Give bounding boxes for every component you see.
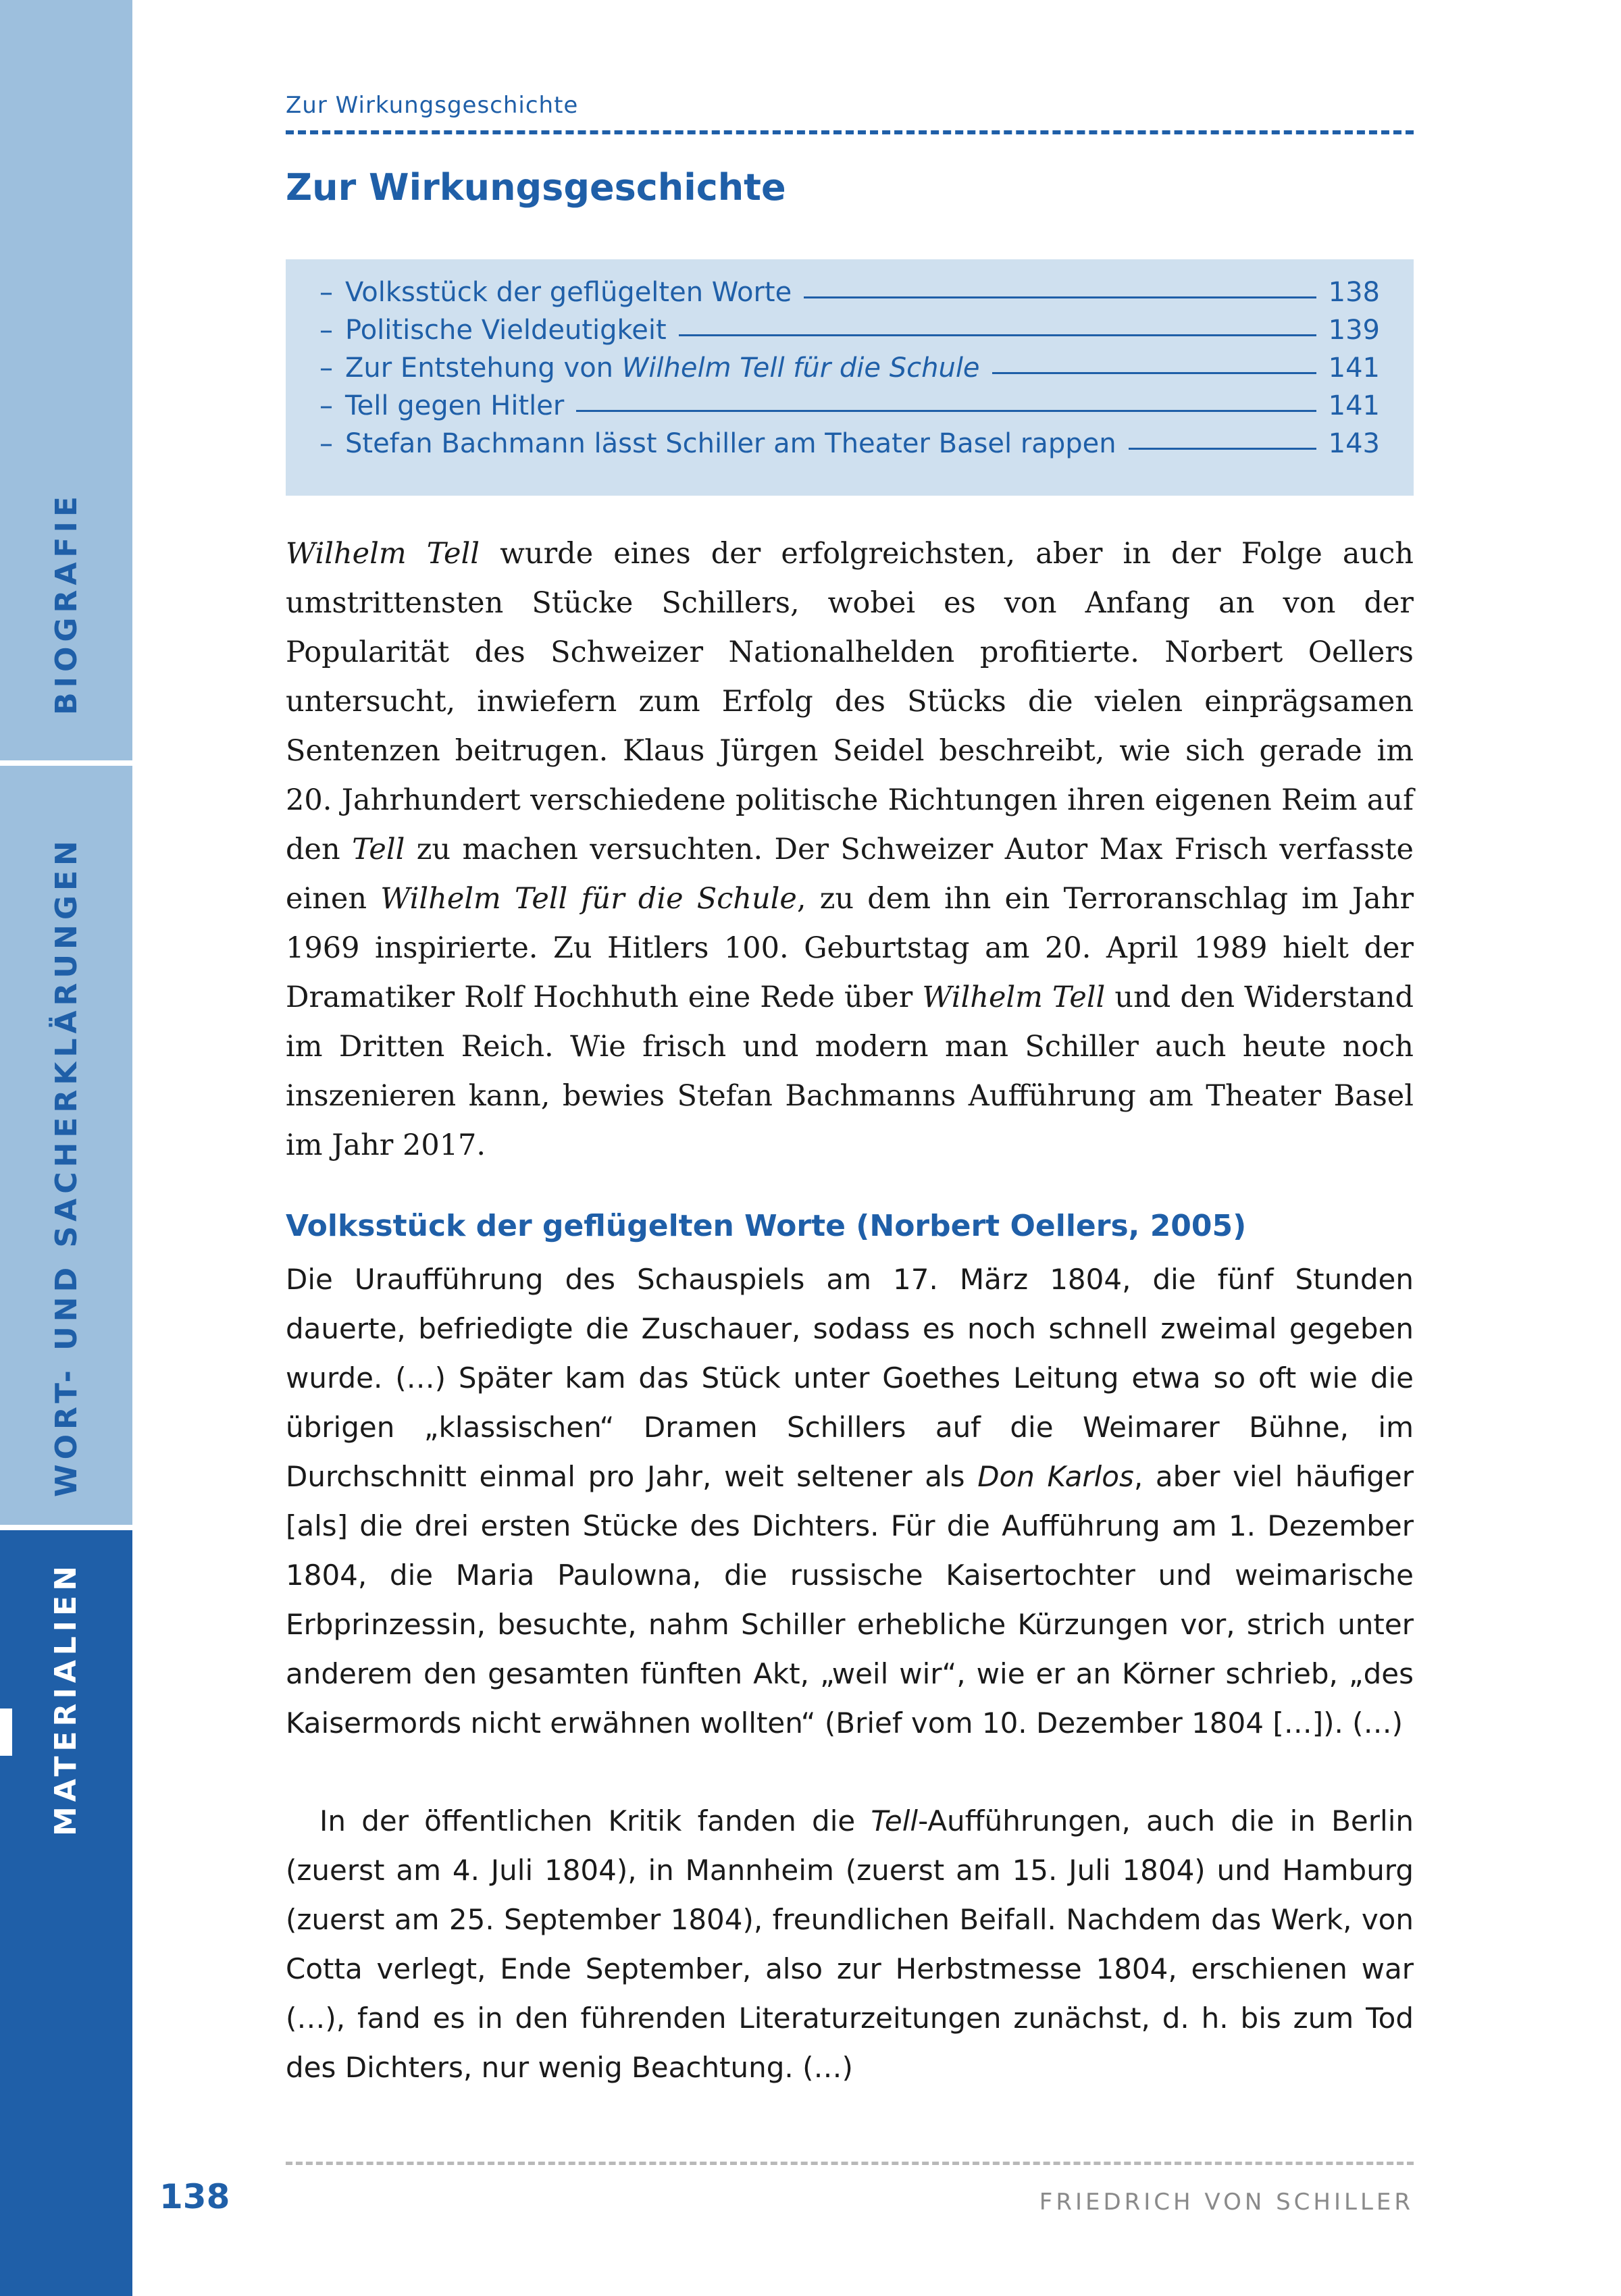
intro-paragraph: Wilhelm Tell wurde eines der erfolgreichsten, aber in der Folge auch umstrittensten Stücke Schillers, wobei es von Anfang an von der Popularität des Schweizer Nationalhelden profitierte. Norbert Oellers untersucht, inwiefern zum Erfolg des Stücks die vielen einprägsamen Sentenzen beitrugen. Klaus Jürgen Seidel beschreibt, wie sich gerade im 20. Jahrhundert verschiedene politische Richtungen ihren eigenen Reim auf den Tell zu machen versuchten. Der Schweizer Autor Max Frisch verfasste einen Wilhelm Tell für die Schule, zu dem ihn ein Terroranschlag im Jahr 1969 inspirierte. Zu Hitlers 100. Geburtstag am 20. April 1989 hielt der Dramatiker Rolf Hochhuth eine Rede über Wilhelm Tell und den Widerstand im Dritten Reich. Wie frisch und modern man Schiller auch heute noch inszenieren kann, bewies Stefan Bachmanns Aufführung am Theater Basel im Jahr 2017.	[286, 537, 1414, 1162]
active-tab-marker	[0, 1708, 12, 1756]
toc-leader-line	[576, 410, 1316, 412]
toc-entry-title: Politische Vieldeutigkeit	[345, 315, 667, 346]
toc-entry-title: Stefan Bachmann lässt Schiller am Theater Basel rappen	[345, 428, 1116, 459]
toc-entry-page: 138	[1328, 277, 1380, 308]
toc-leader-line	[679, 334, 1316, 336]
quote-paragraph-2: In der öffentlichen Kritik fanden die Tell-Aufführungen, auch die in Berlin (zuerst am 4. Juli 1804), in Mannheim (zuerst am 15. Juli 1804) und Hamburg (zuerst am 25. September 1804), freundlichen Beifall. Nachdem das Werk, von Cotta verlegt, Ende September, also zur Herbstmesse 1804, erschienen war (…), fand es in den führenden Literaturzeitungen zunächst, d. h. bis zum Tod des Dichters, nur wenig Beachtung. (…)	[286, 1804, 1414, 2084]
toc-entry-title: Zur Entstehung von Wilhelm Tell für die Schule	[345, 353, 980, 384]
toc-entry-title: Volksstück der geflügelten Worte	[345, 277, 792, 308]
toc-entry-page: 141	[1328, 390, 1380, 421]
header-divider	[286, 130, 1414, 134]
section-toc-box	[286, 259, 1414, 496]
toc-entry-page: 141	[1328, 353, 1380, 384]
footer-author: FRIEDRICH VON SCHILLER	[1039, 2189, 1414, 2216]
toc-leader-line	[992, 372, 1316, 374]
toc-entry[interactable]: – Politische Vieldeutigkeit 139	[319, 315, 1380, 346]
page-number: 138	[159, 2177, 230, 2216]
quote-paragraph-1: Die Uraufführung des Schauspiels am 17. März 1804, die fünf Stunden dauerte, befriedigte die Zuschauer, sodass es noch schnell zweimal gegeben wurde. (…) Später kam das Stück unter Goethes Leitung etwa so oft wie die übrigen „klassischen“ Dramen Schillers auf die Weimarer Bühne, im Durchschnitt einmal pro Jahr, weit seltener als Don Karlos, aber viel häufiger [als] die drei ersten Stücke des Dichters. Für die Aufführung am 1. Dezember 1804, die Maria Paulowna, die russische Kaisertochter und weimarische Erbprinzessin, besuchte, nahm Schiller erhebliche Kürzungen vor, strich unter anderem den gesamten fünften Akt, „weil wir“, wie er an Körner schrieb, „des Kaisermords nicht erwähnen wollten“ (Brief vom 10. Dezember 1804 […]). (…)	[286, 1263, 1414, 1740]
toc-entry[interactable]: – Stefan Bachmann lässt Schiller am Theater Basel rappen 143	[319, 428, 1380, 459]
toc-entry[interactable]: – Zur Entstehung von Wilhelm Tell für die Schule 141	[319, 353, 1380, 384]
footer-divider	[286, 2162, 1414, 2165]
chapter-sidebar: BIOGRAFIE WORT- UND SACHERKLÄRUNGEN MATERIALIEN	[0, 0, 132, 2296]
toc-entry[interactable]: – Volksstück der geflügelten Worte 138	[319, 277, 1380, 308]
page-title: Zur Wirkungsgeschichte	[286, 166, 786, 209]
toc-entry-page: 139	[1328, 315, 1380, 346]
toc-entry-page: 143	[1328, 428, 1380, 459]
toc-leader-line	[1129, 448, 1316, 450]
toc-entry-title: Tell gegen Hitler	[345, 390, 565, 421]
section-heading: Volksstück der geflügelten Worte (Norbert Oellers, 2005)	[286, 1209, 1247, 1243]
toc-leader-line	[804, 296, 1316, 298]
running-head: Zur Wirkungsgeschichte	[286, 92, 579, 119]
toc-entry[interactable]: – Tell gegen Hitler 141	[319, 390, 1380, 421]
